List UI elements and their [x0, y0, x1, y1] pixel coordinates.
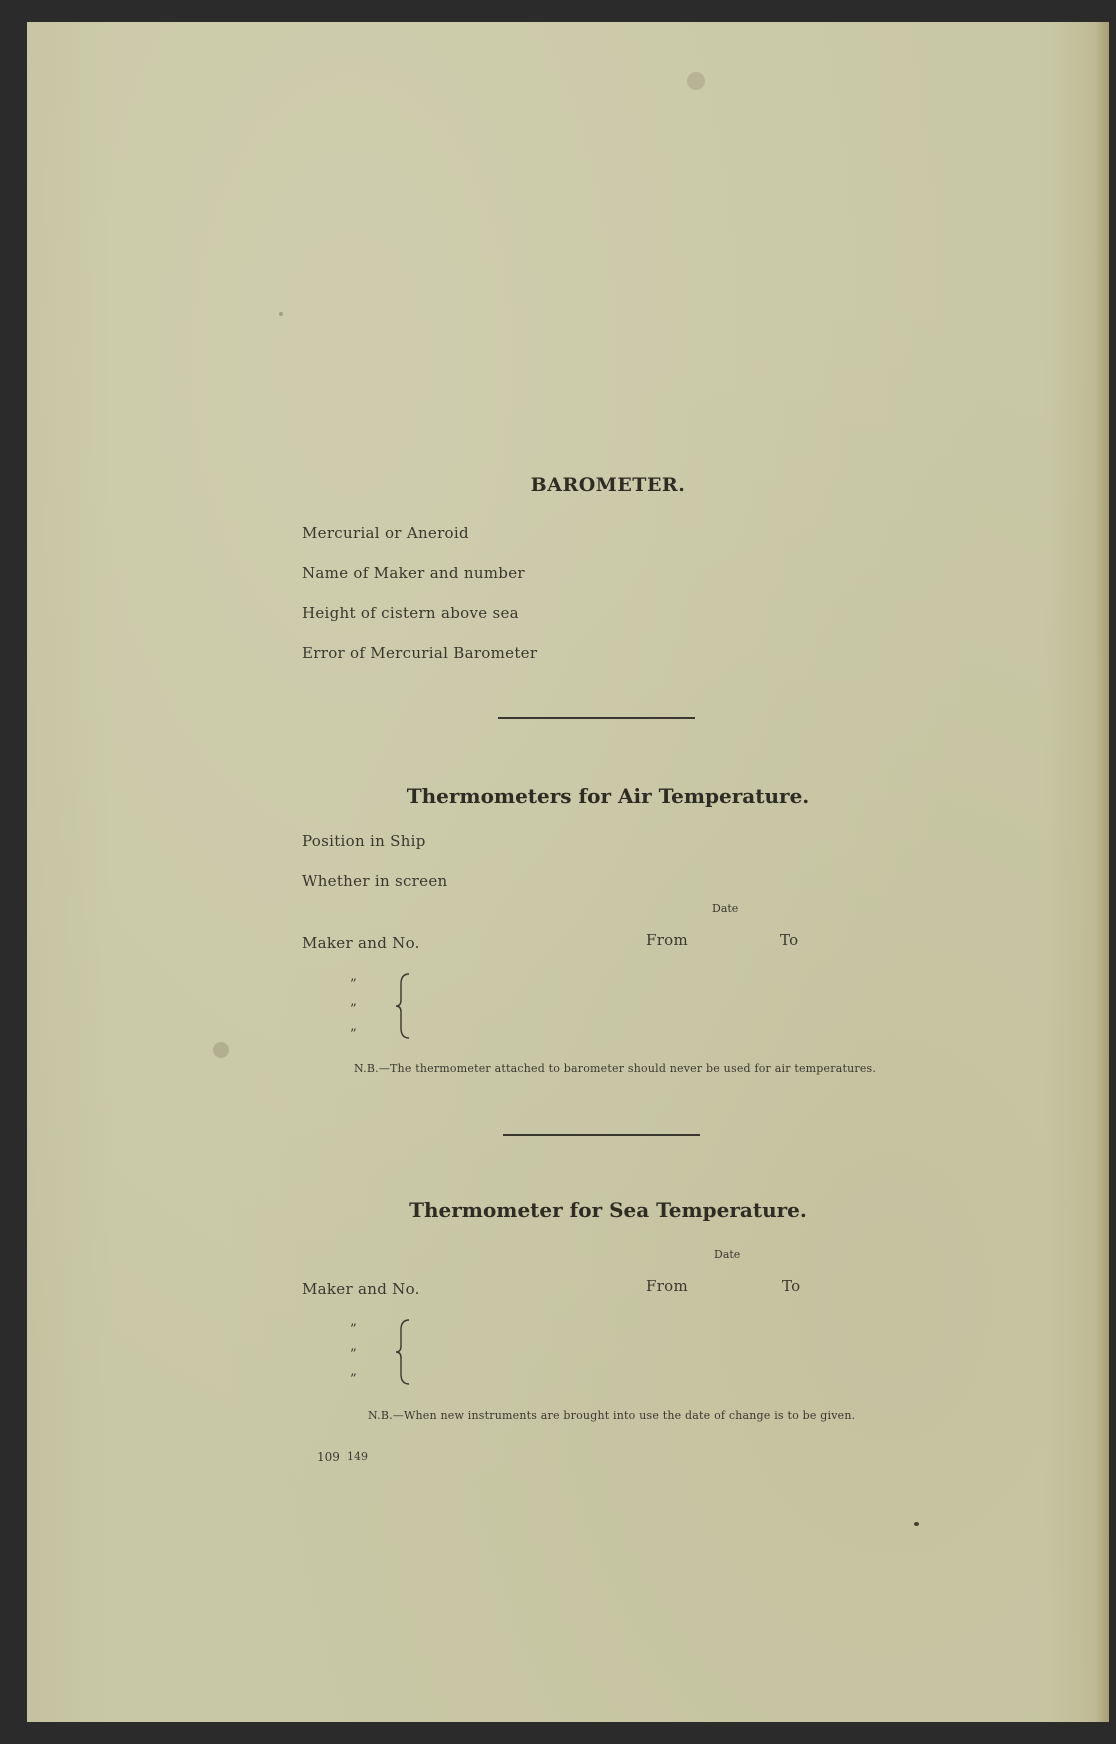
sea-to-label: To	[782, 1277, 801, 1295]
barometer-field-error: Error of Mercurial Barometer	[302, 644, 538, 662]
air-from-label: From	[646, 931, 689, 949]
print-code-secondary: 149	[347, 1450, 368, 1463]
sea-thermometer-title: Thermometer for Sea Temperature.	[409, 1198, 807, 1222]
air-whether-in-screen: Whether in screen	[302, 872, 448, 890]
air-date-label: Date	[712, 902, 739, 915]
barometer-field-cistern-height: Height of cistern above sea	[302, 604, 519, 622]
paper-speck	[914, 1522, 919, 1526]
sea-ditto-mark: ”	[350, 1322, 357, 1337]
air-note: N.B.—The thermometer attached to barometer should never be used for air temperatures.	[354, 1062, 877, 1075]
air-ditto-mark: ”	[350, 977, 357, 992]
page-edge-shadow	[1095, 22, 1109, 1722]
paper-speck	[279, 312, 283, 316]
air-maker-label: Maker and No.	[302, 934, 420, 952]
sea-from-label: From	[646, 1277, 689, 1295]
sea-ditto-mark: ”	[350, 1372, 357, 1387]
air-position-in-ship: Position in Ship	[302, 832, 426, 850]
form-page	[27, 22, 1109, 1722]
print-code: 109	[317, 1450, 340, 1464]
air-ditto-mark: ”	[350, 1002, 357, 1017]
sea-brace	[395, 1318, 415, 1386]
barometer-title: BAROMETER.	[530, 474, 686, 496]
barometer-field-maker: Name of Maker and number	[302, 564, 525, 582]
air-to-label: To	[780, 931, 799, 949]
section-divider	[498, 717, 695, 719]
barometer-field-type: Mercurial or Aneroid	[302, 524, 469, 542]
paper-speck	[687, 72, 705, 90]
sea-date-label: Date	[714, 1248, 741, 1261]
section-divider	[503, 1134, 700, 1136]
air-thermometers-title: Thermometers for Air Temperature.	[406, 784, 810, 808]
paper-speck	[213, 1042, 229, 1058]
sea-note: N.B.—When new instruments are brought into use the date of change is to be given.	[368, 1409, 856, 1422]
air-brace	[395, 972, 415, 1040]
sea-maker-label: Maker and No.	[302, 1280, 420, 1298]
sea-ditto-mark: ”	[350, 1347, 357, 1362]
air-ditto-mark: ”	[350, 1027, 357, 1042]
